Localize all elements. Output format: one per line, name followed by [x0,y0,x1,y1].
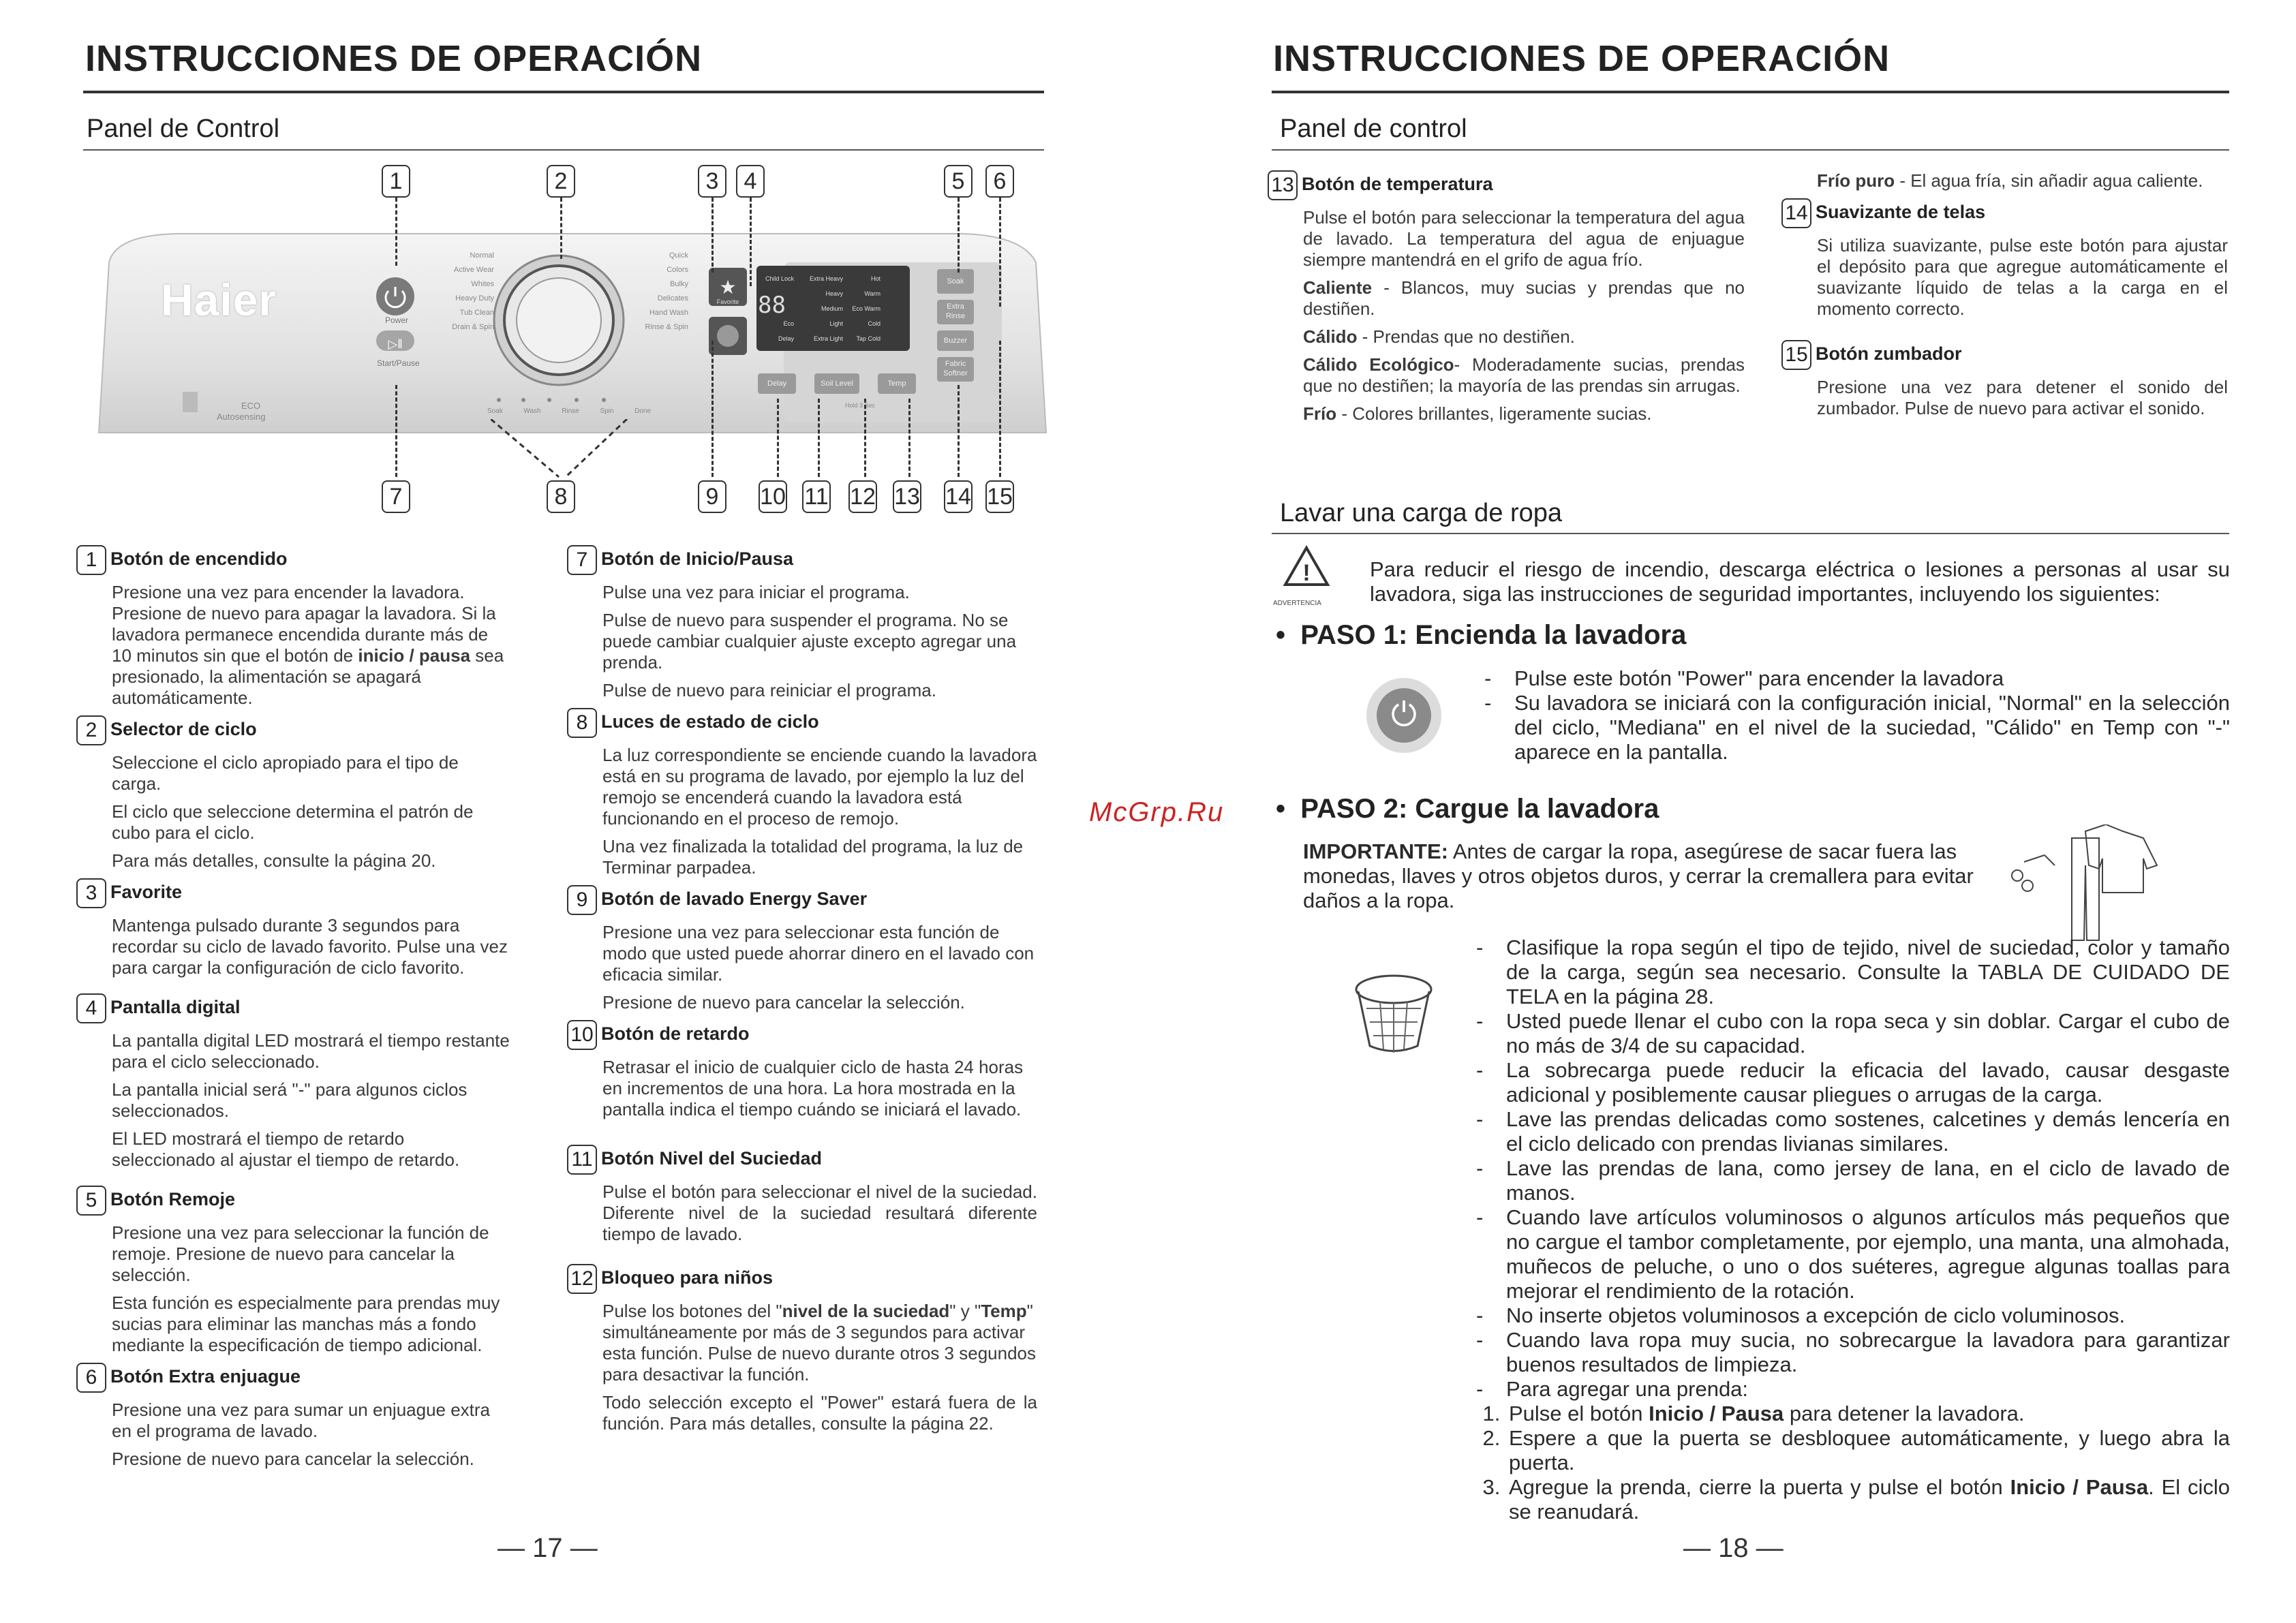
item-number: 12 [567,1264,597,1294]
temp-frio-puro [1781,170,2228,191]
item-text: Si utiliza suavizante, pulse este botón para ajustar el depósito para que agregue automáticamente el suavizante líquido de telas a la carga en el momento correcto. [1817,235,2228,319]
cycles-left-list [440,249,494,335]
text-run: " y " [949,1301,981,1321]
text-run: Presione una vez para encender la lavadora. Presione de nuevo para apagar la lavadora. Si la lavadora permanece encendida durante más de 10 minutos sin que el botón de [112,582,496,666]
item-number: 3 [76,878,106,908]
callout-4: 4 [736,165,765,198]
callout-10: 10 [759,480,787,513]
item-7-heading [567,545,1037,575]
temp-name: Caliente [1303,277,1373,298]
cycle-label: Quick [669,251,688,260]
fabric-softener-button[interactable]: Fabric Softner [937,357,974,382]
step2-item: - Lave las prendas delicadas como sostenes, calcetines y demás lencería en el ciclo delicado con prendas livianas similares. [1471,1107,2230,1156]
item-12-text [567,1301,1037,1385]
cycle-label: Hand Wash [649,309,688,317]
favorite-label: Favorite [716,298,739,305]
temp-frio [1268,403,1745,424]
watermark: McGrp.Ru [1089,797,1225,827]
cycles-right-list [634,249,688,335]
step2-item: - Lave las prendas de lana, como jersey de lana, en el ciclo de lavado de manos. [1471,1156,2230,1205]
callout-3: 3 [698,165,726,198]
temp-desc: - Moderadamente sucias, prendas que no destiñen; la mayoría de las prendas sin arrugas. [1303,354,1745,396]
important-body: Antes de cargar la ropa, asegúrese de sacar fuera las monedas, llaves y otros objetos duros, y cerrar la cremallera para evitar daños a la ropa. [1303,839,1974,912]
soil-level-button[interactable]: Soil Level [814,373,859,394]
cycle-label: Bulky [670,280,688,288]
middle-column [567,545,1037,1441]
item-text: Retrasar el inicio de cualquier ciclo de hasta 24 horas en incrementos de una hora. La hora mostrada en la pantalla indica el tiempo cuándo se iniciará el lavado. [602,1057,1024,1119]
cycle-label: Whites [471,280,494,288]
item-number: 10 [567,1020,597,1050]
status-lights-leader [491,419,641,480]
item-number: 15 [1781,340,1811,370]
item-13 [1268,170,1745,431]
leader-line [711,198,714,273]
text-run-bold: inicio / pausa [358,645,471,666]
step2-item: - Usted puede llenar el cubo con la ropa seca y sin doblar. Cargar el cubo de no más de 3/4 de su capacidad. [1471,1009,2230,1058]
step1-item: - Su lavadora se iniciará con la configuración inicial, "Normal" en la selección del ciclo, "Mediana" en el nivel de la suciedad, "Cálido" en Temp con "-" aparece en la pantalla. [1479,691,2230,764]
page-number: 17 [532,1533,563,1563]
item-14-heading [1781,198,2228,228]
item-title: Botón Remoje [110,1188,236,1209]
item-6-heading [76,1363,512,1393]
status-light-label: Soak [487,407,503,415]
item-text: Pulse de nuevo para suspender el programa. No se puede cambiar cualquier ajuste excepto agregar una prenda. [602,610,1017,673]
callout-6: 6 [985,165,1014,198]
right-page-number: — 18 — [1683,1533,1784,1563]
wash-title: Lavar una carga de ropa [1280,499,1563,527]
leader-line [864,399,866,477]
temp-name: Frío puro [1817,170,1895,191]
temp-desc: - El agua fría, sin añadir agua caliente. [1895,170,2203,191]
clothes-illustration [2004,824,2181,944]
cycle-label: Heavy Duty [455,294,494,303]
indicator-label: Eco Warm [852,305,881,312]
item-text: Presione una vez para sumar un enjuague extra en el programa de lavado. [112,1400,491,1441]
text-run: sea presionado, la alimentación se apagará automáticamente. [112,645,504,708]
text-run: . El ciclo se reanudará. [1509,1475,2231,1524]
text-run: " simultáneamente por más de 3 segundos para activar esta función. Pulse de nuevo durante otros 3 segundos para desactivar la función. [602,1301,1036,1385]
item-11-heading [567,1145,1037,1175]
start-pause-icon: ▷‖ [388,337,403,351]
indicator-label: Extra Light [813,335,843,342]
laundry-basket-illustration [1353,968,1435,1056]
text-run-bold: Temp [981,1301,1027,1321]
temp-caliente [1268,277,1745,320]
text-run: Espere a que la puerta se desbloquee automáticamente, y luego abra la puerta. [1509,1426,2230,1474]
warning-text: Para reducir el riesgo de incendio, descarga eléctrica o lesiones a personas al usar su lavadora, siga las instrucciones de seguridad importantes, incluyendo los siguientes: [1370,557,2230,606]
callout-2: 2 [547,165,575,198]
leader-line [777,399,779,477]
important-text [1303,839,1985,913]
item-number: 1 [76,545,106,575]
item-number: 7 [567,545,597,575]
left-subtitle: Panel de Control [87,114,280,143]
step2-item: - La sobrecarga puede reducir la eficacia del lavado, causar desgaste adicional y posiblemente causar pliegues o arrugas de la carga. [1471,1058,2230,1107]
callout-12: 12 [848,480,877,513]
item-number: 2 [76,715,106,745]
leader-line [750,198,752,286]
callout-5: 5 [944,165,973,198]
item-13-heading [1268,170,1745,200]
temp-name: Cálido [1303,326,1358,347]
step2-title [1276,794,1659,824]
display-indicators [753,271,881,346]
item-10-heading [567,1020,1037,1050]
item-title: Botón de retardo [601,1023,750,1044]
item-text: Presione una vez para seleccionar esta función de modo que usted puede ahorrar dinero en el lavado con eficacia similar. [602,922,1035,985]
warning-icon [1283,545,1330,593]
item-9-heading [567,885,1037,915]
add-step [1506,1475,2230,1524]
indicator-label: Extra Heavy [809,275,843,282]
right-column-items [1781,170,2228,426]
item-text: Seleccione el ciclo apropiado para el tipo de carga. [112,752,459,794]
item-number: 14 [1781,198,1811,228]
brand-logo: Haier [161,275,277,325]
cycle-label: Drain & Spin [452,323,494,331]
item-8-heading [567,708,1037,738]
indicator-label: Eco [783,320,794,327]
cycle-label: Delicates [657,294,688,303]
item-1-heading [76,545,512,575]
item-title: Botón de encendido [110,548,288,569]
step2-list [1471,936,2230,1524]
indicator-label: Heavy [825,290,843,297]
step2-item: - Cuando lave artículos voluminosos o algunos artículos más pequeños que no cargue el tambor completamente, por ejemplo, una manta, una almohada, muñecos de peluche, o uno o dos suéteres, agregue algunas toallas para mejorar el rendimiento de la rotación. [1471,1205,2230,1303]
temp-name: Frío [1303,403,1337,424]
item-text: La pantalla inicial será "-" para algunos ciclos seleccionados. [112,1079,468,1121]
item-number: 8 [567,708,597,738]
cycle-label: Active Wear [453,266,494,274]
add-step [1506,1402,2230,1426]
text-run: Pulse los botones del " [602,1301,782,1321]
step2-item: - Clasifique la ropa según el tipo de tejido, nivel de suciedad, color y tamaño de la carga, según sea necesario. Consulte la TABLA DE CUIDADO DE TELA en la página 28. [1471,936,2230,1009]
display-digits: 88 [758,292,786,319]
item-text: Pulse el botón para seleccionar el nivel de la suciedad. Diferente nivel de la suciedad resultará diferente tiempo de lavado. [602,1181,1037,1244]
left-subtitle-rule [83,149,1044,151]
item-1-text [76,582,512,709]
item-title: Favorite [110,881,183,902]
temp-desc: - Prendas que no destiñen. [1357,326,1575,347]
text-run: para detener la lavadora. [1784,1402,2025,1425]
item-text: Una vez finalizada la totalidad del programa, la luz de Terminar parpadea. [602,836,1024,878]
cycle-label: Colors [667,266,688,274]
callout-8: 8 [547,480,575,513]
leader-line [818,399,820,477]
item-number: 13 [1268,170,1298,200]
step1-list [1479,666,2230,764]
text-run-bold: nivel de la suciedad [782,1301,950,1321]
bullet-dot: • [1276,794,1301,824]
power-label: Power [385,315,409,325]
item-5-heading [76,1186,512,1216]
status-light-label: Spin [600,407,614,415]
leader-line [958,198,960,273]
item-4-heading [76,993,512,1023]
item-text: Mantenga pulsado durante 3 segundos para recordar su ciclo de lavado favorito. Pulse una vez para cargar la configuración de ciclo favorito. [112,915,508,978]
wash-rule [1272,533,2229,534]
step1-item: - Pulse este botón "Power" para encender la lavadora [1479,666,2230,691]
buzzer-button[interactable]: Buzzer [937,330,974,351]
item-text: Presione una vez para detener el sonido del zumbador. Pulse de nuevo para activar el sonido. [1817,377,2228,418]
item-number: 6 [76,1363,106,1393]
leader-line [999,341,1001,477]
cycle-label: Tub Clean [459,309,494,317]
status-light-label: Done [634,407,651,415]
text-run: Agregue la prenda, cierre la puerta y pulse el botón [1509,1475,2010,1499]
hold-label: Hold 3 Sec [845,402,876,409]
indicator-label: Warm [864,290,881,297]
cycle-label: Rinse & Spin [645,323,688,331]
left-title-rule [83,91,1044,93]
power-icon: ⏻ [1377,688,1431,743]
cycle-label: Normal [470,251,494,260]
indicator-label: Light [829,320,843,327]
temp-desc: - Blancos, muy sucias y prendas que no destiñen. [1303,277,1745,319]
item-text: Presione de nuevo para cancelar la selección. [602,992,965,1013]
leader-line [711,341,714,477]
callout-13: 13 [893,480,921,513]
callout-1: 1 [382,165,410,198]
leader-line [560,198,562,259]
left-page-number: — 17 — [498,1533,598,1563]
item-text: Todo selección excepto el "Power" estará fuera de la función. Para más detalles, consulte la página 22. [602,1392,1037,1434]
item-text: La luz correspondiente se enciende cuando la lavadora está en su programa de lavado, por ejemplo la luz del remojo se encenderá cuando la lavadora está funcionando en el proceso de remojo. [602,745,1037,829]
item-text: La pantalla digital LED mostrará el tiempo restante para el ciclo seleccionado. [112,1030,510,1072]
item-text: El LED mostrará el tiempo de retardo seleccionado al ajustar el tiempo de retardo. [112,1128,460,1170]
step1-title [1276,620,1686,651]
item-text: Pulse el botón para seleccionar la temperatura del agua de lavado. La temperatura del agua de enjuague siempre mantendrá en el grifo de agua frío. [1303,207,1745,270]
leader-line [958,385,960,477]
leader-line [999,198,1001,307]
page-number: 18 [1718,1533,1749,1563]
item-number: 5 [76,1186,106,1216]
soak-button[interactable]: Soak [937,269,974,294]
item-title: Botón de Inicio/Pausa [601,548,794,569]
indicator-label [753,286,794,301]
status-light-label: Wash [523,407,541,415]
eco-label: ECO [241,401,261,411]
leader-line [395,198,397,266]
delay-button[interactable]: Delay [758,373,796,394]
text-run: Pulse el botón [1509,1402,1649,1425]
item-title: Botón zumbador [1816,343,1962,364]
indicator-label [753,301,794,316]
item-title: Bloqueo para niños [601,1267,774,1288]
temp-name: Cálido Ecológico [1303,354,1454,375]
indicator-label: Medium [821,305,843,312]
temp-button[interactable]: Temp [878,373,916,394]
text-run-bold: Inicio / Pausa [2010,1475,2149,1499]
callout-9: 9 [698,480,726,513]
item-3-heading [76,878,512,908]
item-number: 9 [567,885,597,915]
leader-line [908,399,910,477]
start-pause-label: Start/Pause [377,358,420,368]
item-number: 4 [76,993,106,1023]
favorite-star-icon: ★ [719,277,737,298]
item-title: Suavizante de telas [1816,201,1986,222]
item-title: Botón de temperatura [1302,173,1493,194]
item-2-heading [76,715,512,745]
leader-line [395,385,397,477]
extra-rinse-button[interactable]: Extra Rinse [937,300,974,324]
item-text: Esta función es especialmente para prendas muy sucias para eliminar las manchas más a fondo mediante la especificación de tiempo adicional. [112,1293,500,1355]
indicator-label: Tap Cold [856,335,881,342]
svg-text:!: ! [1302,560,1311,586]
item-text: Pulse de nuevo para reiniciar el programa. [602,680,936,700]
item-title: Pantalla digital [110,996,241,1017]
add-step [1506,1426,2230,1475]
step2-item: - Cuando lava ropa muy sucia, no sobrecargue la lavadora para garantizar buenos resultados de limpieza. [1471,1328,2230,1377]
bullet-dot: • [1276,620,1301,650]
indicator-label: Hot [870,275,881,282]
text-run-bold: Inicio / Pausa [1649,1402,1784,1425]
status-light-label: Rinse [562,407,579,415]
callout-15: 15 [985,480,1014,513]
autosensing-label: Autosensing [217,412,266,422]
item-title: Botón Nivel del Suciedad [601,1147,823,1169]
left-column [76,545,512,1477]
item-title: Botón de lavado Energy Saver [601,888,868,909]
right-subtitle: Panel de control [1280,114,1467,143]
status-lights [487,407,651,415]
item-15-heading [1781,340,2228,370]
indicator-label: Child Lock [765,275,794,282]
callout-11: 11 [802,480,831,513]
right-subtitle-rule [1272,149,2229,151]
item-number: 11 [567,1145,597,1175]
important-label: IMPORTANTE: [1303,839,1448,863]
right-page-title: INSTRUCCIONES DE OPERACIÓN [1273,38,1891,79]
item-text: Para más detalles, consulte la página 20. [112,850,436,871]
step-title: PASO 1: Encienda la lavadora [1300,620,1687,650]
step-title: PASO 2: Cargue la lavadora [1300,794,1659,824]
item-text: El ciclo que seleccione determina el patrón de cubo para el ciclo. [112,801,474,843]
step2-item: - No inserte objetos voluminosos a excepción de ciclo voluminosos. [1471,1303,2230,1328]
indicator-label: Delay [778,335,794,342]
temp-calido [1268,326,1745,347]
temp-desc: - Colores brillantes, ligeramente sucias. [1336,403,1652,424]
item-text: Presione una vez para seleccionar la función de remoje. Presione de nuevo para cancelar la selección. [112,1222,489,1285]
item-title: Selector de ciclo [110,718,257,739]
step2-item: - Para agregar una prenda: [1471,1377,2230,1402]
item-title: Botón Extra enjuague [110,1365,301,1387]
power-button-image [1366,678,1441,753]
item-12-heading [567,1264,1037,1294]
warning-label: ADVERTENCIA [1273,600,1321,607]
callout-14: 14 [944,480,973,513]
indicator-label: Cold [868,320,881,327]
temp-calido-eco [1268,354,1745,397]
callout-7: 7 [382,480,410,513]
item-text: Presione de nuevo para cancelar la selección. [112,1449,474,1469]
item-text: Pulse una vez para iniciar el programa. [602,582,910,602]
item-title: Luces de estado de ciclo [601,711,819,732]
right-title-rule [1272,91,2229,93]
left-page-title: INSTRUCCIONES DE OPERACIÓN [85,38,703,79]
